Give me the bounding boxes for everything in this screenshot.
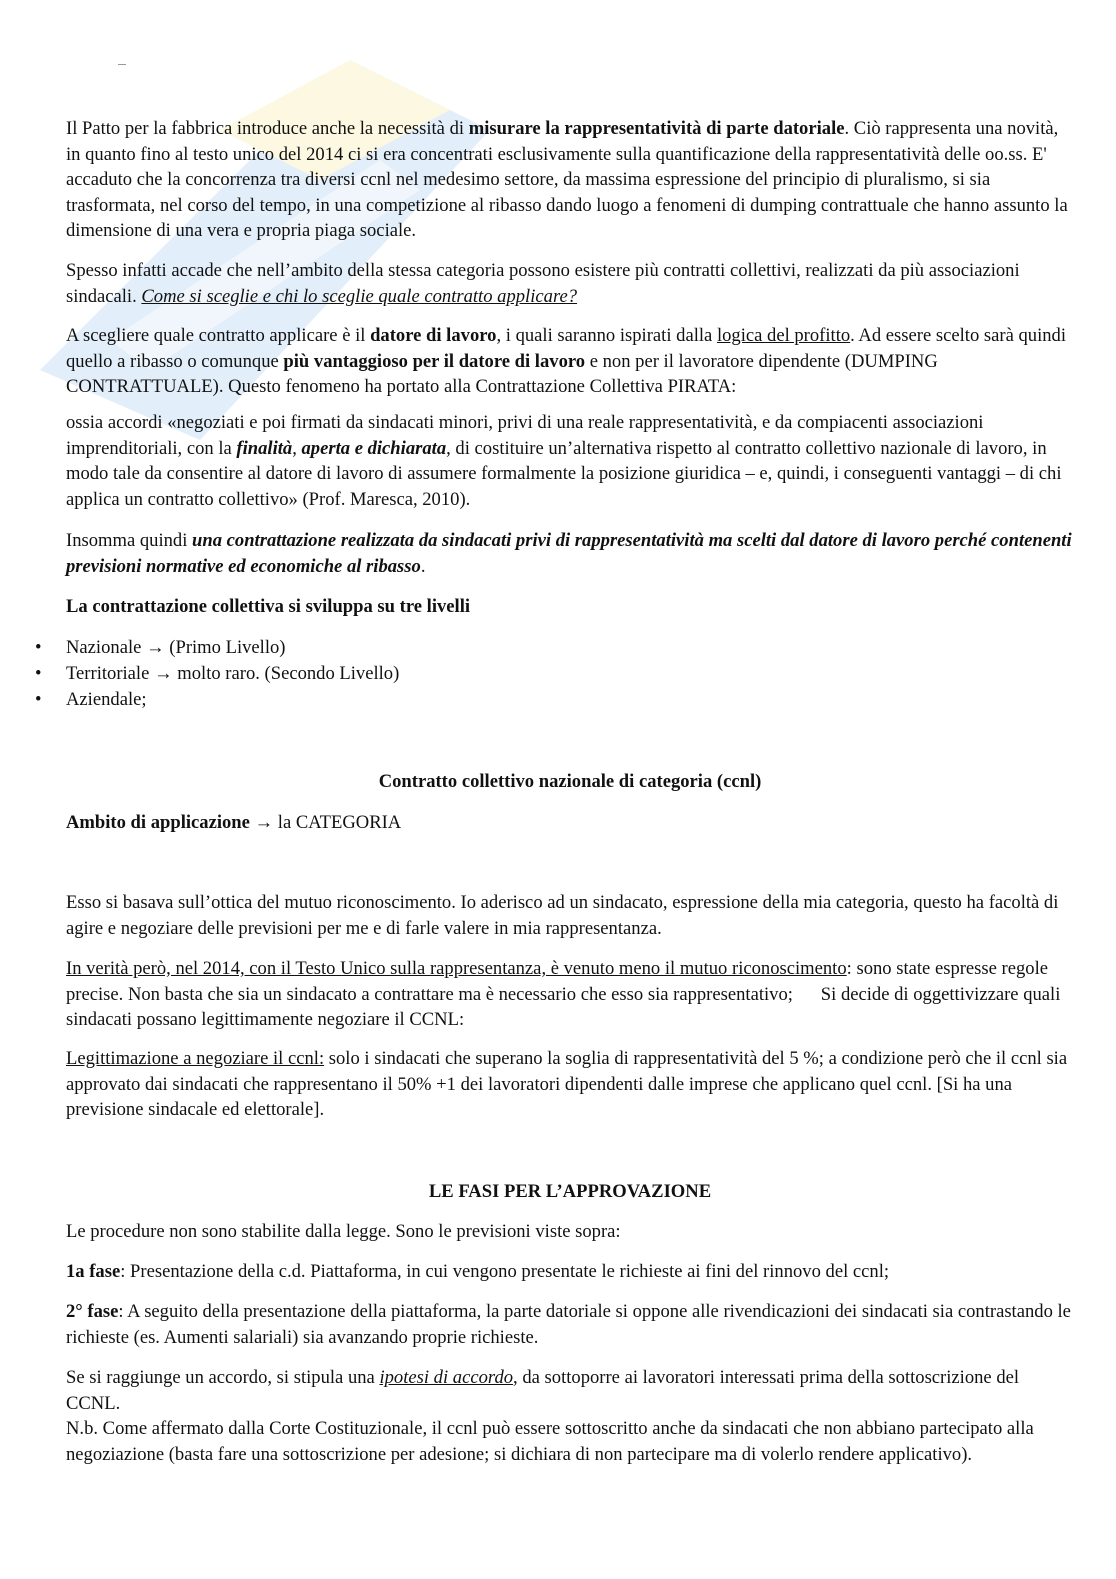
text: : Presentazione della c.d. Piattaforma, in cui vengono presentate le richieste ai fini del rinnovo del ccnl; (120, 1261, 890, 1282)
question-text: Come si sceglie e chi lo sceglie quale contratto applicare? (141, 285, 578, 307)
level-name: Nazionale (66, 637, 142, 658)
paragraph-testo-unico (66, 956, 1074, 1033)
text: Le procedure non sono stabilite dalla legge. Sono le previsioni viste sopra: (66, 1221, 621, 1242)
italic-underlined-text: ipotesi di accordo (379, 1367, 514, 1388)
fase-label: 1a fase (66, 1261, 121, 1282)
text: : A seguito della presentazione della piattaforma, la parte datoriale si oppone alle rivendicazioni dei sindacati sia contrastando le richieste (es. Aumenti salariali) sia avanzando proprie richieste. (66, 1301, 1071, 1348)
bold-italic-text: finalità (236, 437, 293, 459)
text: solo i sindacati che superano la soglia di rappresentatività del 5 %; a condizione però che il ccnl sia approvato dai sindacati che rappresentano il 50% +1 dei lavoratori dipendenti dalle imprese che applicano quel ccnl. [Si ha una previsione sindacale ed elettorale]. (66, 1048, 1068, 1121)
text: A scegliere quale contratto applicare è il (66, 325, 371, 346)
arrow-icon: → (254, 812, 274, 833)
level-note: (Primo Livello) (169, 637, 286, 658)
text: , (292, 437, 302, 459)
bold-text: datore di lavoro (370, 325, 497, 346)
fase-1 (66, 1259, 1074, 1285)
paragraph-mutuo (66, 890, 1074, 941)
text: e non per il lavoratore dipendente (DUMPING CONTRATTUALE). Questo fenomeno ha portato alla Contrattazione Collettiva PIRATA: (66, 350, 938, 398)
underlined-text: Legittimazione a negoziare il ccnl: (66, 1048, 325, 1069)
text: . (420, 555, 426, 577)
level-name: Aziendale; (66, 689, 147, 711)
paragraph-insomma (66, 528, 1074, 579)
level-note: molto raro. (Secondo Livello) (177, 663, 400, 685)
text: Esso si basava sull’ottica del mutuo riconoscimento. Io aderisco ad un sindacato, espressione della mia categoria, questo ha facoltà di agire e negoziare delle previsioni per me e di farle valere in mia rappresentanza. (66, 892, 1059, 939)
bold-text: misurare la rappresentatività di parte datoriale (468, 118, 845, 139)
ccnl-heading (66, 769, 1074, 795)
fase-2 (66, 1299, 1074, 1350)
paragraph-legittimazione (66, 1046, 1074, 1123)
paragraph-datore (66, 323, 1074, 400)
bold-italic-text: aperta e dichiarata (301, 437, 447, 459)
nota-bene-text: N.b. Come affermato dalla Corte Costituzionale, il ccnl può essere sottoscritto anche da sindacati che non abbiano partecipato alla negoziazione (basta fare una sottoscrizione per adesione; si dichiara di non partecipare ma di volerlo rendere applicativo). (66, 1418, 1034, 1465)
paragraph-patto (66, 116, 1074, 244)
heading-text: La contrattazione collettiva si sviluppa su tre livelli (66, 596, 471, 617)
list-item (66, 661, 1074, 687)
text: ossia accordi «negoziati e poi firmati da sindacati minori, privi di una reale rappresentatività, e da compiacenti associazioni imprenditoriali, con la (66, 412, 984, 459)
level-name: Territoriale (66, 663, 150, 685)
arrow-icon: → (154, 663, 173, 685)
paragraph-procedure (66, 1219, 1074, 1245)
heading-text: Contratto collettivo nazionale di categoria (ccnl) (378, 771, 762, 792)
heading-text: LE FASI PER L’APPROVAZIONE (428, 1181, 712, 1202)
arrow-icon: → (146, 637, 165, 658)
text: . Ad essere scelto sarà quindi quello a ribasso o comunque (66, 325, 1066, 372)
ambito-value: la CATEGORIA (277, 812, 402, 833)
fase-label: 2° fase (66, 1301, 119, 1322)
text: Spesso infatti accade che nell’ambito della stessa categoria possono esistere più contratti collettivi, realizzati da più associazioni sindacali. (66, 260, 1020, 307)
ambito-label: Ambito di applicazione (66, 812, 250, 833)
header-mark (118, 64, 126, 65)
text: Se si raggiunge un accordo, si stipula una (66, 1367, 380, 1388)
paragraph-accordi (66, 410, 1074, 512)
text: Il Patto per la fabbrica introduce anche la necessità di (66, 118, 469, 139)
list-item (66, 635, 1074, 661)
paragraph-accordo (66, 1365, 1074, 1467)
text: . Ciò rappresenta una novità, in quanto fino al testo unico del 2014 ci si era concentrati esclusivamente sulla quantificazione della rappresentatività delle oo.ss. E' accaduto che la concorrenza tra diversi ccnl nel medesimo settore, da massima espressione del principio di pluralismo, si sia trasformata, nel corso del tempo, in una competizione al ribasso dando luogo a fenomeni di dumping contrattuale che hanno assunto la dimensione di una vera e propria piaga sociale. (66, 118, 1068, 242)
bold-text: più vantaggioso per il datore di lavoro (283, 350, 586, 372)
paragraph-categoria (66, 258, 1074, 309)
underlined-text: logica del profitto (716, 325, 851, 346)
text: , i quali saranno ispirati dalla (496, 325, 717, 346)
levels-list (66, 635, 1074, 714)
fasi-heading (66, 1179, 1074, 1205)
text: , da sottoporre ai lavoratori interessati prima della sottoscrizione del CCNL. (66, 1367, 1020, 1414)
text: Insomma quindi (66, 530, 193, 551)
underlined-text: In verità però, nel 2014, con il Testo Unico sulla rappresentanza, è venuto meno il mutuo riconoscimento (66, 958, 847, 979)
ambito (66, 810, 1074, 836)
text: : sono state espresse regole precise. Non basta che sia un sindacato a contrattare ma è necessario che esso sia rappresentativo; Si decide di oggettivizzare quali sindacati possano legittimamente negoziare il CCNL: (66, 958, 1066, 1031)
text: , di costituire un’alternativa rispetto al contratto collettivo nazionale di lavoro, in modo tale da consentire al datore di lavoro di assumere formalmente la posizione giuridica – e, quindi, i conseguenti vantaggi – di chi applica un contratto collettivo» (Prof. Maresca, 2010). (66, 437, 1062, 510)
bold-italic-text: una contrattazione realizzata da sindacati privi di rappresentatività ma scelti dal datore di lavoro perché contenenti previsioni normative ed economiche al ribasso (66, 530, 1072, 577)
list-item (66, 687, 1074, 713)
levels-heading (66, 594, 1074, 620)
